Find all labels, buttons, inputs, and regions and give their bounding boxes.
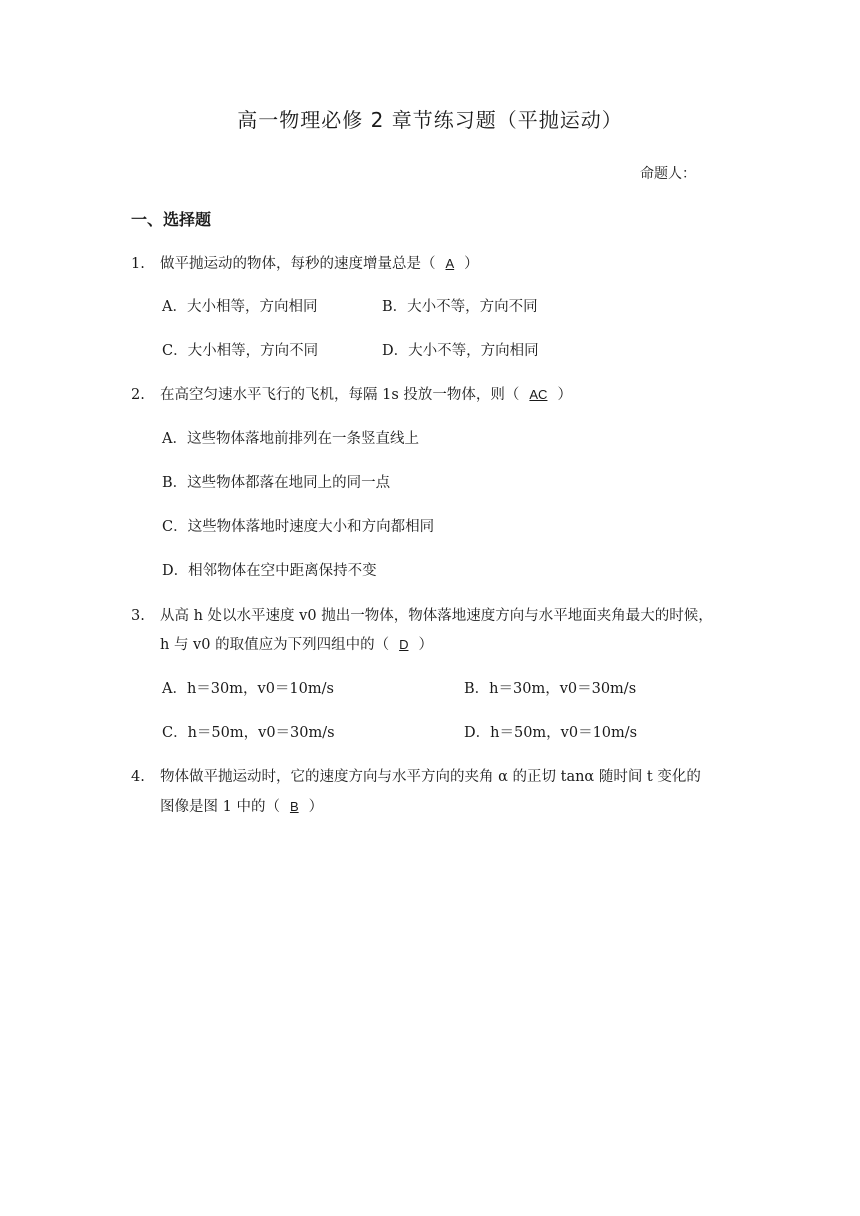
question-2-option-d: D．相邻物体在空中距离保持不变 [162,563,377,579]
author-label: 命题人： [640,166,696,182]
question-4-number: 4. [131,769,145,785]
question-1-close-paren: ） [464,256,479,272]
question-3-option-c: C．h＝50m，v0＝30m/s [162,725,335,741]
question-3-text-line2 [160,635,433,655]
question-4-stem: 图像是图 1 中的（ [160,799,280,815]
question-3-close-paren: ） [418,637,433,653]
question-2-close-paren: ） [557,387,572,403]
question-3-option-d: D．h＝50m，v0＝10m/s [464,725,638,741]
question-4-text-line1: 物体做平抛运动时，它的速度方向与水平方向的夹角 α 的正切 tanα 随时间 t 变化的 [160,769,701,785]
question-1-answer: A [445,256,455,271]
question-2-answer: AC [529,387,548,402]
question-2-option-a: A．这些物体落地前排列在一条竖直线上 [162,431,419,447]
question-3-option-b: B．h＝30m，v0＝30m/s [464,681,637,697]
question-1-stem: 做平抛运动的物体，每秒的速度增量总是（ [160,256,436,272]
question-1-text [160,254,479,274]
question-3-answer: D [399,637,409,652]
question-1-option-d: D．大小不等，方向相同 [382,343,539,359]
question-3-option-a: A．h＝30m，v0＝10m/s [162,681,334,697]
question-3-text-line1: 从高 h 处以水平速度 v0 抛出一物体，物体落地速度方向与水平地面夹角最大的时候， [160,608,713,624]
question-4-close-paren: ） [308,799,324,815]
question-1-option-b: B．大小不等，方向不同 [382,299,538,315]
question-2-stem: 在高空匀速水平飞行的飞机，每隔 1s 投放一物体，则（ [160,387,520,403]
question-3-stem: h 与 v0 的取值应为下列四组中的（ [160,637,390,653]
section-heading: 一、选择题 [131,210,212,229]
page-title: 高一物理必修 2 章节练习题（平抛运动） [237,108,623,132]
question-2-text [160,385,572,405]
question-2-option-c: C．这些物体落地时速度大小和方向都相同 [162,519,435,535]
question-1-option-c: C．大小相等，方向不同 [162,343,319,359]
question-4-text-line2 [160,797,323,817]
question-1-number: 1. [131,256,145,272]
question-1-option-a: A．大小相等，方向相同 [162,299,318,315]
question-3-number: 3. [131,608,145,624]
question-4-answer: B [289,799,299,814]
question-2-number: 2. [131,387,145,403]
question-2-option-b: B．这些物体都落在地同上的同一点 [162,475,391,491]
